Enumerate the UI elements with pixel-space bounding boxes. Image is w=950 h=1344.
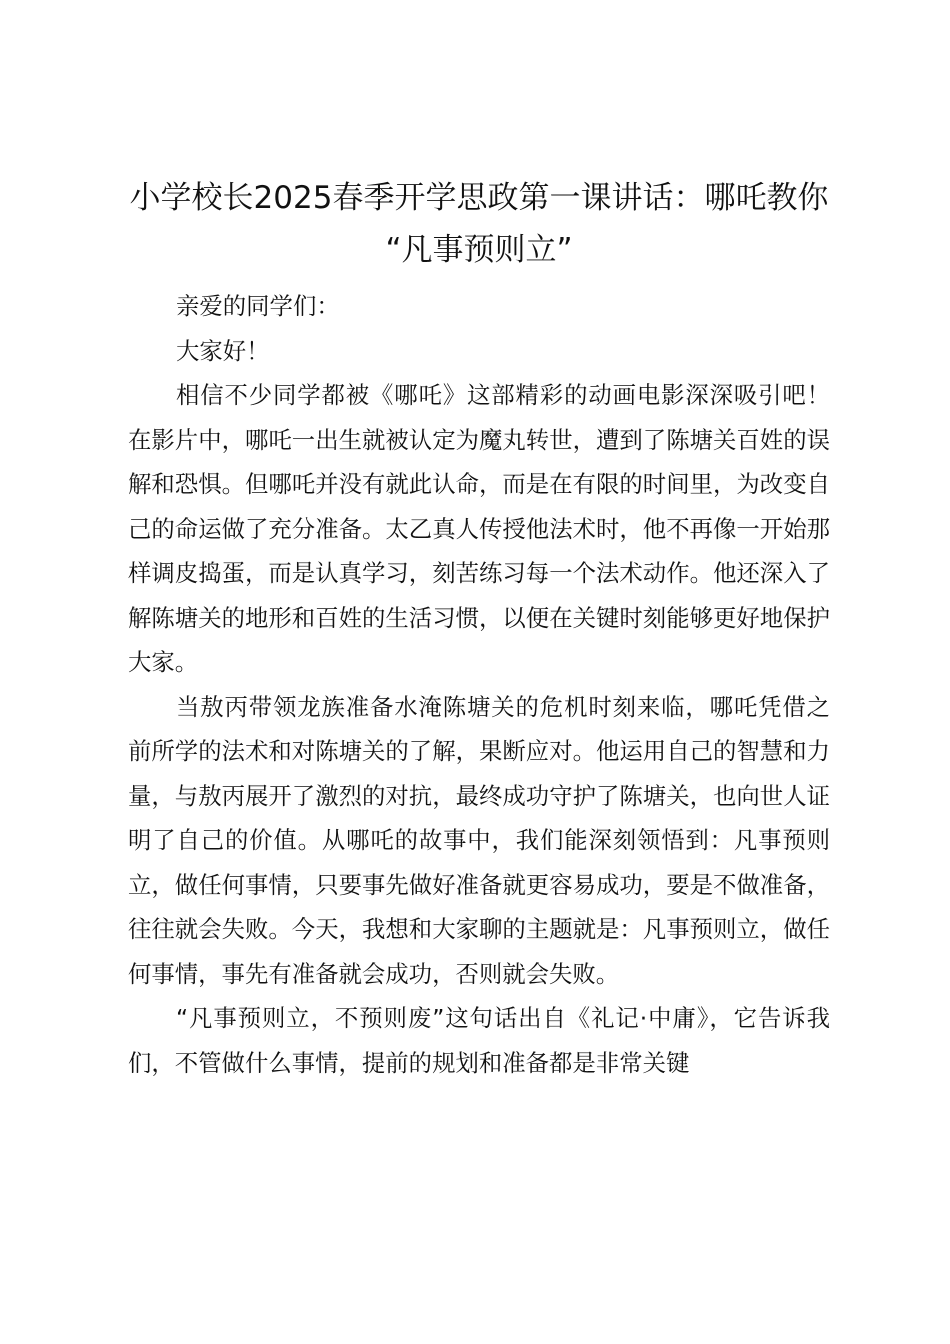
body-paragraph: “凡事预则立，不预则废”这句话出自《礼记·中庸》，它告诉我们，不管做什么事情，提前的规划和准备都是非常关键 — [128, 1004, 830, 1077]
greeting-paragraph: 亲爱的同学们： — [176, 292, 340, 320]
document-body — [128, 172, 830, 1085]
body-paragraph: 相信不少同学都被《哪吒》这部精彩的动画电影深深吸引吧！在影片中，哪吒一出生就被认定为魔丸转世，遭到了陈塘关百姓的误解和恐惧。但哪吒并没有就此认命，而是在有限的时间里，为改变自己的命运做了充分准备。太乙真人传授他法术时，他不再像一开始那样调皮捣蛋，而是认真学习，刻苦练习每一个法术动作。他还深入了解陈塘关的地形和百姓的生活习惯，以便在关键时刻能够更好地保护大家。 — [128, 381, 830, 676]
body-paragraph: 当敖丙带领龙族准备水淹陈塘关的危机时刻来临，哪吒凭借之前所学的法术和对陈塘关的了解，果断应对。他运用自己的智慧和力量，与敖丙展开了激烈的对抗，最终成功守护了陈塘关，也向世人证明了自己的价值。从哪吒的故事中，我们能深刻领悟到：凡事预则立，做任何事情，只要事先做好准备就更容易成功，要是不做准备，往往就会失败。今天，我想和大家聊的主题就是：凡事预则立，做任何事情，事先有准备就会成功，否则就会失败。 — [128, 692, 830, 988]
document-title: 小学校长2025春季开学思政第一课讲话：哪吒教你 “凡事预则立” — [129, 180, 829, 268]
salutation-paragraph: 大家好！ — [176, 336, 270, 365]
